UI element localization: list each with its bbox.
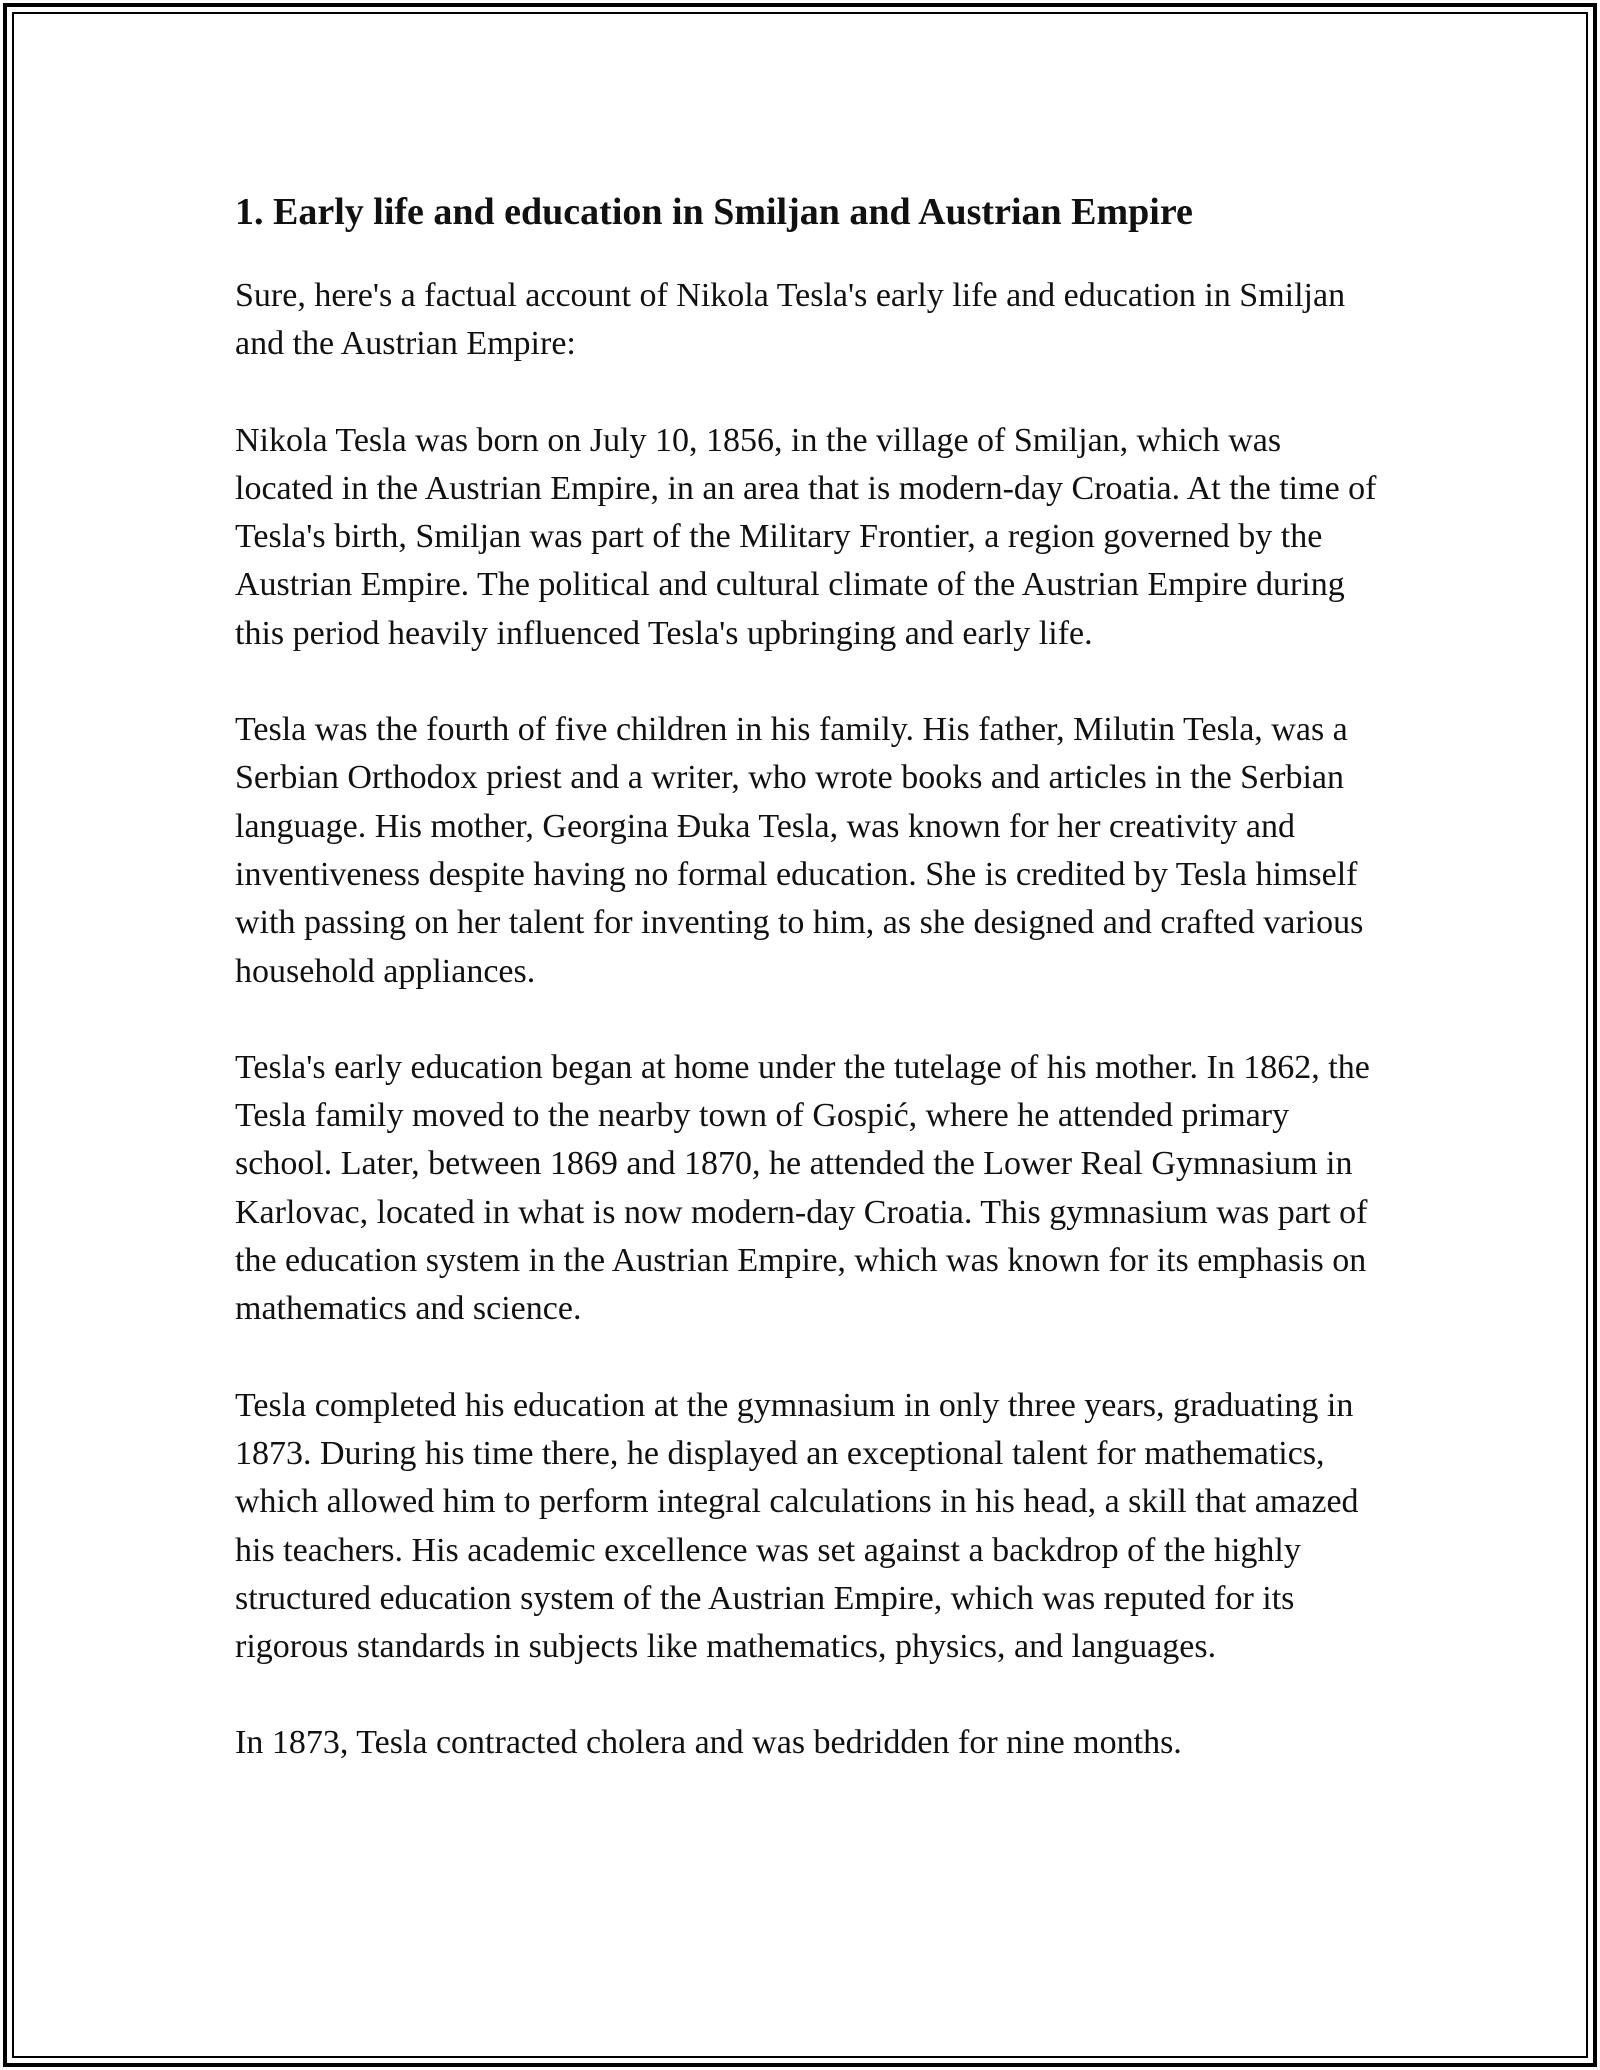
paragraph-cholera: In 1873, Tesla contracted cholera and was bedridden for nine months. xyxy=(235,1724,1182,1762)
paragraph-family: Tesla was the fourth of five children in his family. His father, Milutin Tesla, was a Serbian Orthodox priest and a writer, who wrote books and articles in the Serbian language. His mother, Georgina Đuka Tesla, was known for her creativity and inventiveness despite having no formal education. She is credited by Tesla himself with passing on her talent for inventing to him, as she designed and crafted various household appliances. xyxy=(235,711,1364,990)
paragraph-intro: Sure, here's a factual account of Nikola Tesla's early life and education in Smiljan and the Austrian Empire: xyxy=(235,277,1346,363)
document-body xyxy=(235,186,1385,1768)
paragraph-early-education: Tesla's early education began at home under the tutelage of his mother. In 1862, the Tesla family moved to the nearby town of Gospić, where he attended primary school. Later, between 1869 and 1870, he attended the Lower Real Gymnasium in Karlovac, located in what is now modern-day Croatia. This gymnasium was part of the education system in the Austrian Empire, which was known for its emphasis on mathematics and science. xyxy=(235,1048,1370,1328)
paragraph-gymnasium: Tesla completed his education at the gymnasium in only three years, graduating in 1873. During his time there, he displayed an exceptional talent for mathematics, which allowed him to perform integral calculations in his head, a skill that amazed his teachers. His academic excellence was set against a backdrop of the highly structured education system of the Austrian Empire, which was reputed for its rigorous standards in subjects like mathematics, physics, and languages. xyxy=(235,1386,1359,1666)
paragraph-birth: Nikola Tesla was born on July 10, 1856, in the village of Smiljan, which was located in the Austrian Empire, in an area that is modern-day Croatia. At the time of Tesla's birth, Smiljan was part of the Military Frontier, a region governed by the Austrian Empire. The political and cultural climate of the Austrian Empire during this period heavily influenced Tesla's upbringing and early life. xyxy=(235,421,1377,652)
section-heading: 1. Early life and education in Smiljan and Austrian Empire xyxy=(235,191,1193,233)
